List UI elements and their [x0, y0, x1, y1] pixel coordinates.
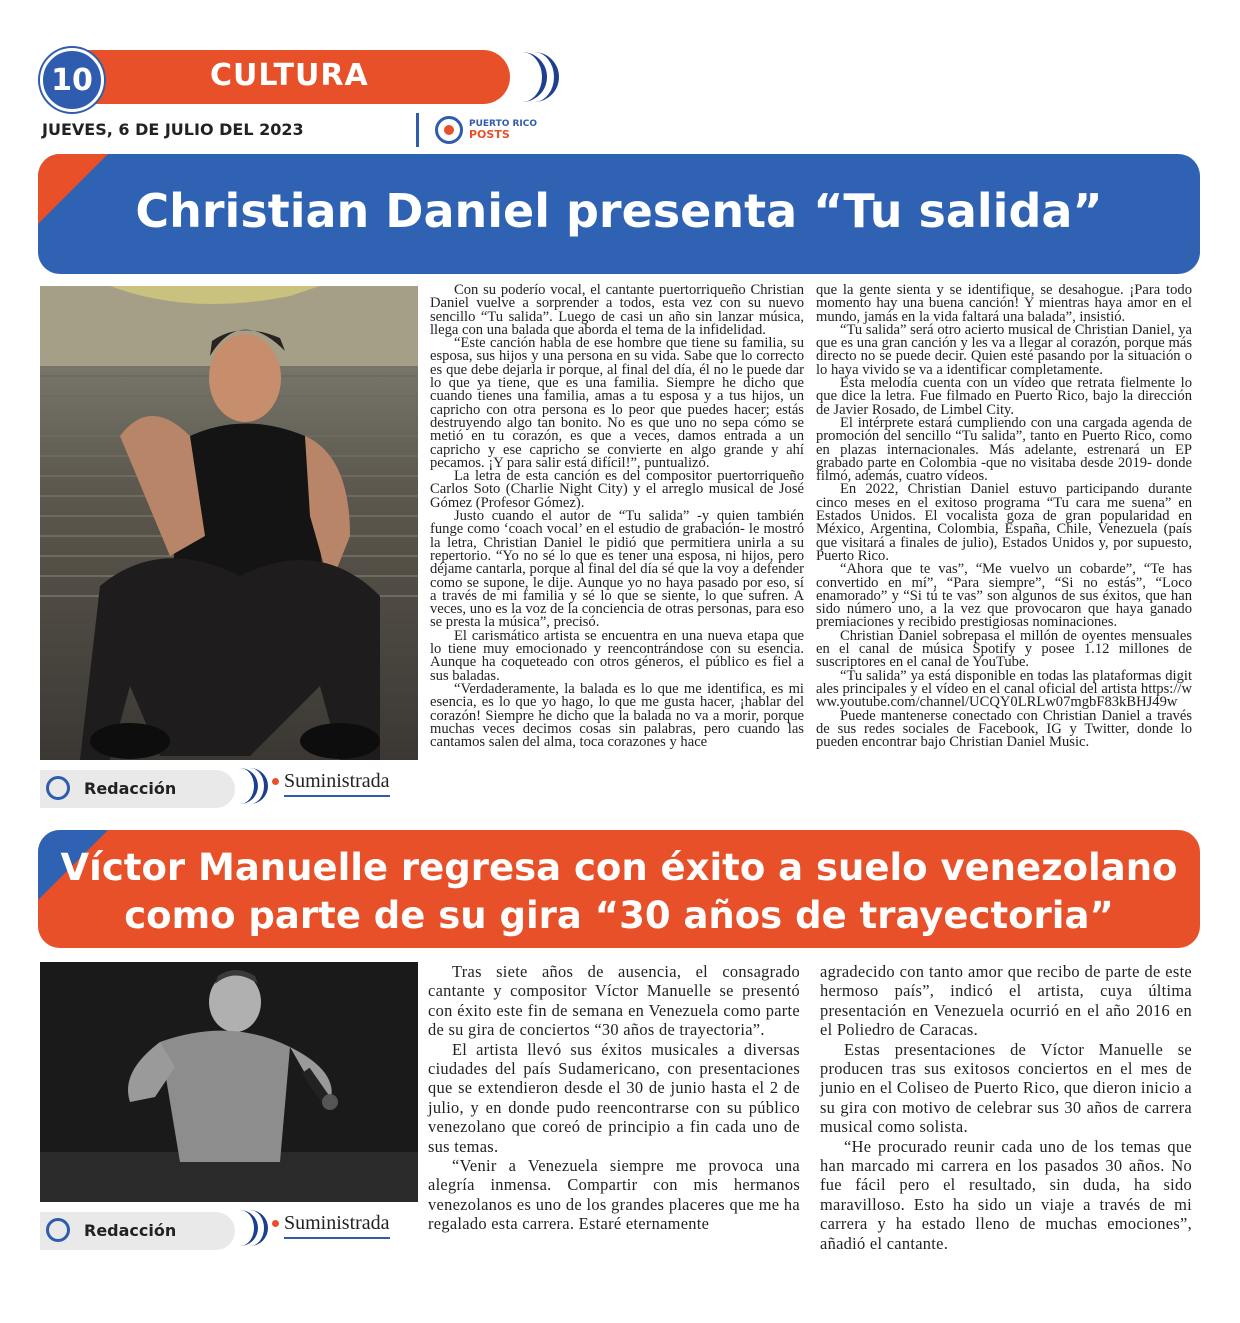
article1-photo-credit: Suministrada [284, 770, 390, 797]
article1-title: Christian Daniel presenta “Tu salida” [135, 184, 1103, 238]
article1-credits [40, 764, 418, 812]
article1-paragraph: El carismático artista se encuentra en una nueva etapa que lo tiene muy emocionado y reencontrándose con su esencia. Aunque ha coqueteado con otros géneros, el público es fiel a sus baladas. [430, 627, 804, 684]
article1-paragraph: La letra de esta canción es del compositor puertorriqueño Carlos Soto (Charlie Night City) y el arreglo musical de José Gómez (Profesor Gómez). [430, 468, 804, 511]
section-title: CULTURA [210, 58, 369, 93]
article1-headline-banner [38, 154, 1200, 274]
article2-paragraph-continued: agradecido con tanto amor que recibo de parte de este hermoso país”, indicó el artista, cuya última presentación en Venezuela ocurrió en el año 2016 en el Poliedro de Caracas. [820, 962, 1192, 1040]
article2-column-right [820, 962, 1192, 1253]
article1-paragraph: Esta melodía cuenta con un vídeo que retrata fielmente lo que dice la letra. Fue filmado en Puerto Rico, bajo la dirección de Javier Rosado, de Limbel City. [816, 375, 1192, 418]
publication-logo [416, 113, 537, 147]
article1-paragraph: “Ahora que te vas”, “Me vuelvo un cobarde”, “Te has convertido en mí”, “Para siempre”, “Si no estás”, “Loco enamorado” y “Si tú te vas” son algunos de sus éxitos, que han sido número uno, a la vez que provocaron que haya ganado premiaciones y recibido prestigiosas nominaciones. [816, 561, 1192, 631]
article2-headline-banner [38, 830, 1200, 948]
article2-photo [40, 962, 418, 1202]
article2-column-left [428, 962, 800, 1234]
article1-photo [40, 286, 418, 760]
page-number: 10 [40, 48, 104, 112]
section-header-bar [40, 48, 540, 106]
article1-column-left [430, 284, 804, 749]
byline-icon [46, 1218, 70, 1242]
article1-paragraph: Con su poderío vocal, el cantante puertorriqueño Christian Daniel vuelve a sorprender a todos, esta vez con su nuevo sencillo “Tu salida”. Luego de casi un año sin lanzar música, llega con una balada que aborda el tema de la infidelidad. [430, 282, 804, 338]
article2-paragraph: “He procurado reunir cada uno de los temas que han marcado mi carrera en los pasados 30 años. No fue fácil pero el resultado, sin duda, ha sido maravilloso. Esto ha sido un viaje a través de mi carrera y ha estado lleno de muchas emociones”, añadió el cantante. [820, 1136, 1192, 1253]
article1-paragraph: Puede mantenerse conectado con Christian Daniel a través de sus redes sociales de Facebook, IG y Twitter, donde lo pueden encontrar bajo Christian Daniel Music. [816, 707, 1192, 751]
article2-photo-credit: Suministrada [284, 1212, 390, 1239]
article1-column-right [816, 284, 1192, 749]
article2-paragraph: Tras siete años de ausencia, el consagrado cantante y compositor Víctor Manuelle se presentó con éxito este fin de semana en Venezuela como parte de su gira de conciertos “30 años de trayectoria”. [428, 962, 800, 1040]
article2-credits [40, 1206, 418, 1254]
article1-paragraph: “Tu salida” será otro acierto musical de Christian Daniel, ya que es una gran canción y les va a llegar al corazón, porque más directo no se puede decir. Quien esté pasando por la situación o lo haya vivido se va a identificar completamente. [816, 321, 1192, 378]
article1-byline: Redacción [84, 779, 177, 798]
singer-photo-illustration [40, 286, 418, 760]
article1-paragraph: Christian Daniel sobrepasa el millón de oyentes mensuales en el canal de música Spotify y posee 1.12 millones de suscriptores en el canal de YouTube. [816, 627, 1192, 671]
article1-paragraph-continued: que la gente sienta y se identifique, se desahogue. ¡Para todo momento hay una buena canción! Y mientras haya amor en el mundo, jamás en la vida faltará una balada”, insistió. [816, 282, 1192, 325]
credit-dot-icon [272, 1220, 279, 1227]
credit-dot-icon [272, 778, 279, 785]
article2-title [38, 844, 1200, 940]
article1-paragraph: “Verdaderamente, la balada es lo que me identifica, es mi esencia, es lo que yo hago, lo que me gusta hacer, ¡hablar del corazón! Siempre he dicho que la balada no va a morir, porque muchas veces decimos cosas sin palabras, pero cuando las cantamos salen del alma, toca corazones y hace [430, 680, 804, 751]
article2-title-line2: como parte de su gira “30 años de trayectoria” [124, 894, 1114, 937]
article1-paragraph: “Tu salida” ya está disponible en todas las plataformas digitales principales y el vídeo en el canal oficial del artista https://www.youtube.com/channel/UCQY0LRLw07mgbF83kBHJ49w [816, 667, 1192, 711]
article2-paragraph: Estas presentaciones de Víctor Manuelle se producen tras sus exitosos conciertos en el mes de junio en el Coliseo de Puerto Rico, que dieron inicio a su gira con motivo de celebrar sus 30 años de carrera musical como solista. [820, 1039, 1193, 1137]
article1-paragraph: Justo cuando el autor de “Tu salida” -y quien también funge como ‘coach vocal’ en el estudio de grabación- le mostró la letra, Christian Daniel le pidió que permitiera unirla a su repertorio. “Yo no sé lo que es tener una esposa, ni hijos, pero déjame cantarla, porque al final del día sé que la voy a defender como se supone, le dije. Aunque yo no haya pasado por eso, sí a través de mi familia y sé lo que se siente, lo que sufren. A veces, uno es la voz de la conciencia de otras personas, para eso se presta la música”, precisó. [430, 508, 804, 631]
article2-title-line1: Víctor Manuelle regresa con éxito a suelo venezolano [60, 846, 1178, 889]
article2-byline: Redacción [84, 1221, 177, 1240]
byline-icon [46, 776, 70, 800]
article1-paragraph: El intérprete estará cumpliendo con una cargada agenda de promoción del sencillo “Tu salida”, tanto en Puerto Rico, como en plazas internacionales. Más adelante, estrenará un EP grabado parte en Colombia -que no visitaba desde 2019- donde filmó, además, cuatro vídeos. [816, 414, 1192, 485]
decorative-arc [514, 52, 559, 102]
logo-line1: PUERTO RICO [469, 119, 538, 129]
logo-icon [435, 116, 463, 144]
logo-line2: POSTS [469, 128, 510, 141]
issue-date: JUEVES, 6 DE JULIO DEL 2023 [42, 120, 304, 139]
article2-paragraph: El artista llevó sus éxitos musicales a diversas ciudades del país Sudamericano, con presentaciones que se extendieron desde el 30 de junio hasta el 2 de julio, y en donde pudo reencontrarse con su público venezolano que coreó de principio a fin cada uno de sus temas. [428, 1039, 800, 1156]
article2-paragraph: “Venir a Venezuela siempre me provoca una alegría inmensa. Compartir con mis hermanos venezolanos es uno de los grandes placeres que me ha regalado esta carrera. Estaré eternamente [428, 1156, 800, 1234]
article1-paragraph: En 2022, Christian Daniel estuvo participando durante cinco meses en el exitoso programa “Tu cara me suena” en Estados Unidos. El vocalista goza de gran popularidad en México, Argentina, Colombia, España, Chile, Venezuela (país que visitará a finales de julio), Estados Unidos y, por supuesto, Puerto Rico. [816, 481, 1192, 564]
singer-concert-illustration [40, 962, 418, 1202]
article1-paragraph: “Este canción habla de ese hombre que tiene su familia, su esposa, sus hijos y una persona en su vida. Sabe que lo correcto es que debe dejarla ir porque, al final del día, él no le puede dar lo que ya tiene, que es una familia. Siempre he dicho que cuando tienes una familia, amas a tu esposa y a tus hijos, un capricho con otra persona es lo peor que puedes hacer; estás destruyendo algo tan bonito. No es que uno no sepa cómo se metió en tu corazón, es que a veces, damos entrada a un capricho y ese capricho se convierte en algo grande y ahí pecamos. ¡Y para salir está difícil!”, puntualizó. [430, 335, 804, 471]
